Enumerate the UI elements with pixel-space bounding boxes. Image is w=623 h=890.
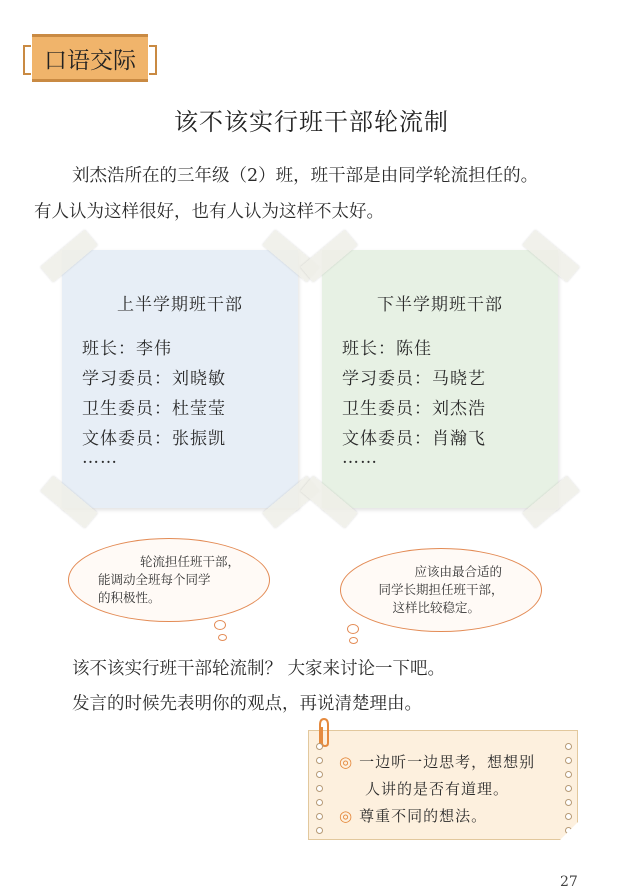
tip-text: 一边听一边思考，想想别 [359, 753, 536, 771]
bubble-line: 轮流担任班干部， [139, 554, 240, 569]
intro-line-2: 有人认为这样很好，也有人认为这样不太好。 [34, 202, 384, 222]
card-line: 卫生委员：刘杰浩 [342, 399, 486, 419]
prompt-line-2: 发言的时候先表明你的观点，再说清楚理由。 [72, 694, 422, 714]
bullet-icon: ◎ [339, 753, 354, 771]
second-term-card [322, 250, 558, 508]
prompt-line-1: 该不该实行班干部轮流制？ 大家来讨论一下吧。 [72, 659, 446, 679]
bubble-tail-dot [347, 624, 359, 634]
thought-bubble-left [68, 538, 270, 622]
tape [522, 230, 579, 283]
card-line: 班长：李伟 [82, 339, 172, 359]
card-line: …… [82, 448, 118, 468]
bubble-tail-dot [218, 634, 227, 641]
card-line: 文体委员：张振凯 [82, 429, 226, 449]
card-line: 学习委员：马晓艺 [342, 369, 486, 389]
thought-bubble-right [340, 548, 542, 632]
card-line: …… [342, 448, 378, 468]
tape [40, 476, 97, 529]
section-tag: 口语交际 [32, 34, 148, 82]
tape [522, 476, 579, 529]
tape [300, 476, 357, 529]
bubble-line: 应该由最合适的 [414, 564, 502, 579]
bubble-line: 的积极性。 [97, 590, 161, 605]
bubble-line: 这样比较稳定。 [392, 600, 480, 615]
card-title: 上半学期班干部 [117, 295, 243, 315]
bubble-tail-dot [214, 620, 226, 630]
tape [300, 230, 357, 283]
card-line: 班长：陈佳 [342, 339, 432, 359]
tip-text: 尊重不同的想法。 [359, 807, 488, 825]
intro-line-1: 刘杰浩所在的三年级（2）班，班干部是由同学轮流担任的。 [72, 166, 539, 186]
page-number: 27 [560, 874, 578, 890]
bullet-icon: ◎ [339, 807, 354, 825]
binding-holes [316, 743, 322, 841]
first-term-card [62, 250, 298, 508]
bubble-tail-dot [349, 637, 358, 644]
tip-item-1 [339, 751, 535, 772]
bubble-line: 能调动全班每个同学 [97, 572, 211, 587]
tip-item-2 [339, 805, 487, 826]
tips-note [308, 730, 578, 840]
card-title: 下半学期班干部 [377, 295, 503, 315]
card-line: 卫生委员：杜莹莹 [82, 399, 226, 419]
card-line: 文体委员：肖瀚飞 [342, 429, 486, 449]
card-line: 学习委员：刘晓敏 [82, 369, 226, 389]
binding-holes [565, 743, 571, 841]
tip-item-1-cont: 人讲的是否有道理。 [365, 780, 510, 798]
tape [40, 230, 97, 283]
lesson-title: 该不该实行班干部轮流制 [174, 108, 449, 136]
bubble-line: 同学长期担任班干部， [378, 582, 504, 597]
